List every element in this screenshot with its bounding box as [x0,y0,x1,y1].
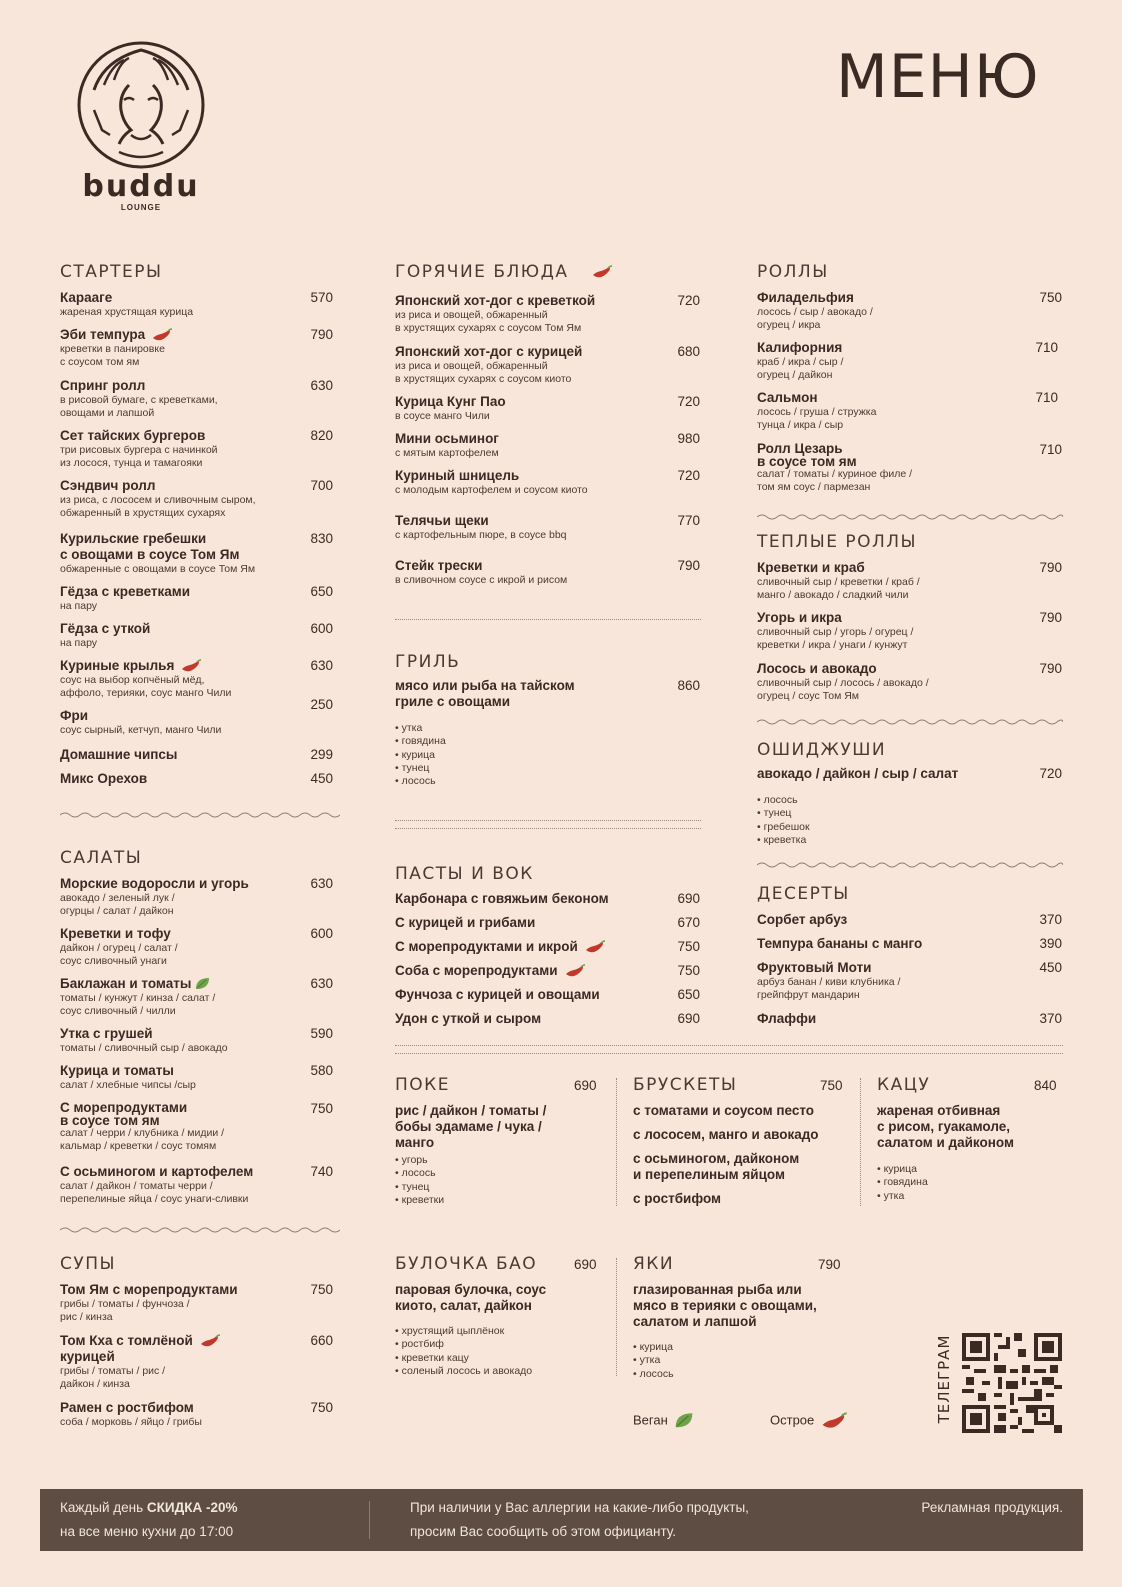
menu-item: Креветки и тофу дайкон / огурец / салат / соус сливочный унаги 600 [60,926,333,967]
menu-item: Курица и томаты салат / хлебные чипсы /сыр 580 [60,1063,333,1091]
menu-item: Удон с уткой и сыром 690 [395,1011,700,1026]
chili-icon [591,265,613,279]
menu-item: С курицей и грибами 670 [395,915,700,930]
wave-divider [60,1226,340,1234]
vertical-dotted-divider [616,1078,617,1206]
chili-icon [151,328,173,342]
menu-item: Японский хот-дог с курицей из риса и овощей, обжаренный в хрустящих сухарях с соусом киото 680 [395,344,700,385]
discount-line-2: на все меню кухни до 17:00 [60,1524,234,1539]
bao-options: • хрустящий цыплёнок • ростбиф • креветки кацу • соленый лосось и авокадо [395,1325,532,1378]
menu-item: Курица Кунг Пао в соусе манго Чили 720 [395,394,700,422]
poke-price: 690 [574,1078,597,1093]
chili-icon [820,1412,848,1430]
menu-item: Карбонара с говяжьим беконом 690 [395,891,700,906]
menu-item: Эби темпура креветки в панировке с соусом том ям 790 [60,327,333,368]
menu-item: Лосось и авокадо сливочный сыр / лосось / авокадо / огурец / соус Том Ям 790 [757,661,1062,702]
bao-title: БУЛОЧКА БАО [395,1254,538,1274]
allergy-line-2: просим Вас сообщить об этом официанту. [410,1524,676,1539]
menu-item: Том Кха с томлёной курицей грибы / томаты / рис / дайкон / кинза 660 [60,1333,333,1390]
menu-item: Японский хот-дог с креветкой из риса и овощей, обжаренный в хрустящих сухарях с соусом Том Ям 720 [395,293,700,334]
discount-line-1: Каждый день СКИДКА -20% [60,1500,238,1515]
menu-item: Домашние чипсы 299 [60,747,333,762]
poke-title: ПОКЕ [395,1075,450,1095]
allergy-line-1: При наличии у Вас аллергии на какие-либо продукты, [410,1500,749,1515]
brand-subtitle: LOUNGE [120,203,162,212]
starters-title: СТАРТЕРЫ [60,262,163,282]
chili-icon [564,964,586,978]
poke-description: рис / дайкон / томаты / бобы эдамаме / чука / манго [395,1103,547,1150]
pasta-title: ПАСТЫ И ВОК [395,864,534,884]
menu-item: Куриный шницель с молодым картофелем и соусом киото 720 [395,468,700,496]
dotted-divider [395,1053,1063,1054]
hot-title: ГОРЯЧИЕ БЛЮДА [395,262,613,282]
ad-notice: Рекламная продукция. [921,1500,1063,1515]
menu-item: Карааге жареная хрустящая курица 570 [60,290,333,318]
legend-vegan: Веган [633,1412,694,1430]
menu-item: Куриные крылья соус на выбор копчёный мёд, аффоло, терияки, соус манго Чили 630 [60,658,333,699]
menu-item: Стейк трески в сливочном соусе с икрой и рисом 790 [395,558,700,586]
poke-options: • угорь • лосось • тунец • креветки [395,1154,444,1207]
leaf-icon [674,1412,694,1430]
wave-divider [757,513,1063,521]
menu-item: Баклажан и томаты томаты / кунжут / кинза / салат / соус сливочный / чилли 630 [60,976,333,1017]
menu-item: Угорь и икра сливочный сыр / угорь / огурец / креветки / икра / унаги / кунжут 790 [757,610,1062,651]
telegram-label: ТЕЛЕГРАМ [935,1334,953,1424]
katsu-price: 840 [1034,1078,1057,1093]
menu-item: Филадельфия лосось / сыр / авокадо / огурец / икра 750 [757,290,1062,331]
menu-item: Темпура бананы с манго 390 [757,936,1062,951]
wave-divider [757,718,1063,726]
menu-item: Флаффи 370 [757,1011,1062,1026]
brand-name: buddu [82,169,200,204]
menu-item: Рамен с ростбифом соба / морковь / яйцо / грибы 750 [60,1400,333,1428]
katsu-options: • курица • говядина • утка [877,1163,928,1203]
wave-divider [757,861,1063,869]
menu-item: Телячьи щеки с картофельным пюре, в соусе bbq 770 [395,513,700,541]
menu-item: С морепродуктами и икрой 750 [395,939,700,954]
yaki-title: ЯКИ [633,1254,675,1274]
dotted-divider [395,820,701,821]
vertical-dotted-divider [860,1078,861,1206]
yaki-options: • курица • утка • лосось [633,1341,674,1381]
grill-title: ГРИЛЬ [395,652,461,672]
chili-icon [180,659,202,673]
bao-description: паровая булочка, соус киото, салат, дайкон [395,1282,547,1313]
bruschetta-price: 750 [820,1078,843,1093]
warm-rolls-title: ТЕПЛЫЕ РОЛЛЫ [757,532,918,552]
menu-item: Том Ям с морепродуктами грибы / томаты / фунчоза / рис / кинза 750 [60,1282,333,1323]
katsu-description: жареная отбивная с рисом, гуакамоле, салатом и дайконом [877,1103,1014,1150]
menu-item: Сальмон лосось / груша / стружка тунца / икра / сыр 710 [757,390,1058,431]
menu-item: Фри соус сырный, кетчуп, манго Чили 250 [60,697,333,736]
qr-code-icon[interactable] [962,1333,1062,1433]
menu-item: С осьминогом и картофелем салат / дайкон / томаты черри / перепелиные яйца / соус унаги-сливки 740 [60,1164,333,1205]
chili-icon [584,940,606,954]
menu-item: Мини осьминог с мятым картофелем 980 [395,431,700,459]
wave-divider [60,811,340,819]
menu-item: Фунчоза с курицей и овощами 650 [395,987,700,1002]
vertical-dotted-divider [616,1258,617,1376]
chili-icon [199,1334,221,1348]
menu-item: Соба с морепродуктами 750 [395,963,700,978]
page-title: МЕНЮ [836,42,1040,112]
yaki-price: 790 [818,1257,841,1272]
menu-item: мясо или рыба на тайском гриле с овощами 860 [395,678,700,709]
menu-item: Сорбет арбуз 370 [757,912,1062,927]
onigiri-title: ОШИДЖУШИ [757,740,887,760]
dotted-divider [395,619,701,620]
menu-item: Гёдза с креветками на пару 650 [60,584,333,612]
leaf-icon [195,977,210,991]
dotted-divider [395,828,701,829]
menu-item: Морские водоросли и угорь авокадо / зеленый лук / огурцы / салат / дайкон 630 [60,876,333,917]
menu-item: Креветки и краб сливочный сыр / креветки / краб / манго / авокадо / сладкий чили 790 [757,560,1062,601]
footer-divider [369,1501,370,1539]
rolls-title: РОЛЛЫ [757,262,829,282]
salads-title: САЛАТЫ [60,848,143,868]
katsu-title: КАЦУ [877,1075,931,1095]
menu-item: Утка с грушей томаты / сливочный сыр / авокадо 590 [60,1026,333,1054]
menu-item: Сэндвич ролл из риса, с лососем и сливочным сыром, обжаренный в хрустящих сухарях 700 [60,478,333,519]
menu-item: Гёдза с уткой на пару 600 [60,621,333,649]
menu-item: Курильские гребешки с овощами в соусе Том Ям обжаренные с овощами в соусе Том Ям 830 [60,531,333,575]
footer-bar [40,1489,1083,1551]
bruschetta-list: с томатами и соусом песто с лососем, манго и авокадо с осьминогом, дайконом и перепелиным яйцом с ростбифом [633,1103,819,1206]
menu-item: Микс Орехов 450 [60,771,333,786]
desserts-title: ДЕСЕРТЫ [757,884,850,904]
onigiri-options: • лосось • тунец • гребешок • креветка [757,794,810,847]
menu-item: Ролл Цезарь в соусе том ям салат / томаты / куриное филе / том ям соус / пармезан 710 [757,441,1062,493]
buddha-face-icon [74,40,208,170]
grill-options: • утка • говядина • курица • тунец • лосось [395,722,446,788]
dotted-divider [395,1045,1063,1046]
bruschetta-title: БРУСКЕТЫ [633,1075,738,1095]
legend-spicy: Острое [770,1412,848,1430]
menu-item: авокадо / дайкон / сыр / салат 720 [757,766,1062,781]
soups-title: СУПЫ [60,1254,117,1274]
yaki-description: глазированная рыба или мясо в терияки с овощами, салатом и лапшой [633,1282,817,1329]
menu-item: Калифорния краб / икра / сыр / огурец / дайкон 710 [757,340,1058,381]
brand-logo [74,40,208,212]
menu-item: Спринг ролл в рисовой бумаге, с креветками, овощами и лапшой 630 [60,378,333,419]
menu-item: С морепродуктами в соусе том ям салат / черри / клубника / мидии / кальмар / креветки / соус томям 750 [60,1100,333,1152]
bao-price: 690 [574,1257,597,1272]
menu-item: Фруктовый Моти арбуз банан / киви клубника / грейпфрут мандарин 450 [757,960,1062,1001]
menu-item: Сет тайских бургеров три рисовых бургера с начинкой из лосося, тунца и тамагояки 820 [60,428,333,469]
